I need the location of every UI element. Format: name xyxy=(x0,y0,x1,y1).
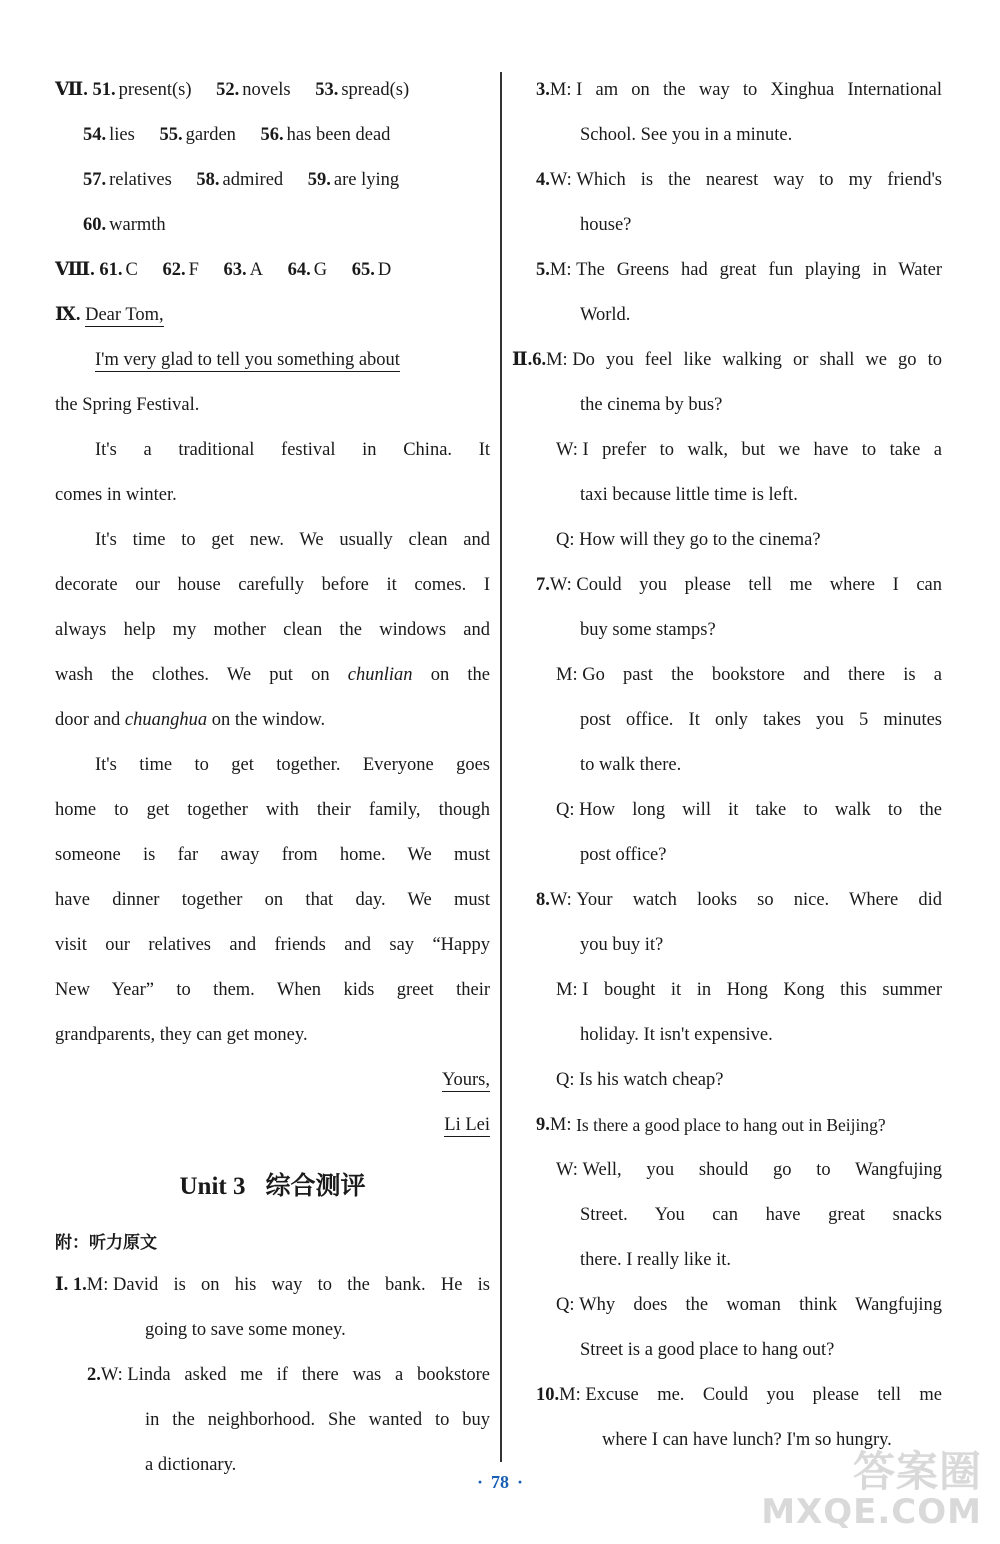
letter-signature-line xyxy=(55,1103,490,1148)
letter-closing: Yours, xyxy=(442,1070,490,1090)
listening-line: where I can have lunch? I'm so hungry. xyxy=(602,1430,892,1450)
listening-line: buy some stamps? xyxy=(580,620,716,640)
listening-reply: M: Go past the bookstore and there is a xyxy=(556,665,942,685)
appendix-heading: 附：听力原文 xyxy=(55,1233,157,1253)
letter-line: door and chuanghua on the window. xyxy=(55,710,326,730)
listening-line: house? xyxy=(580,215,632,235)
listening-line: School. See you in a minute. xyxy=(580,125,793,145)
section-ix-label: Ⅸ. xyxy=(55,305,81,325)
listening-reply: M: I bought it in Hong Kong this summer xyxy=(556,980,942,1000)
letter-line: It's a traditional festival in China. It xyxy=(95,440,490,460)
answer-54: 54. lies xyxy=(83,125,135,145)
listening-line: the cinema by bus? xyxy=(580,395,723,415)
listening-item-6: Ⅱ.6.M: Do you feel like walking or shall we go to xyxy=(512,350,942,370)
letter-line: grandparents, they can get money. xyxy=(55,1025,308,1045)
listening-reply: W: I prefer to walk, but we have to take a xyxy=(556,440,942,460)
listening-item-10: 10.M: Excuse me. Could you please tell me xyxy=(536,1385,942,1405)
column-divider xyxy=(500,72,502,1462)
letter-line: someone is far away from home. We must xyxy=(55,845,490,865)
answer-56: 56. has been dead xyxy=(260,125,391,145)
letter-line: decorate our house carefully before it comes. I xyxy=(55,575,490,595)
letter-line: visit our relatives and friends and say “Happy xyxy=(55,935,490,955)
answer-52: 52. novels xyxy=(216,80,291,100)
answer-58: 58. admired xyxy=(196,170,284,190)
answer-63: 63. A xyxy=(223,260,264,280)
answer-60: 60. warmth xyxy=(83,215,166,235)
answer-55: 55. garden xyxy=(159,125,236,145)
letter-line: comes in winter. xyxy=(55,485,177,505)
letter-opening: I'm very glad to tell you something about xyxy=(95,350,400,370)
answer-57: 57. relatives xyxy=(83,170,172,190)
listening-question: Q: How long will it take to walk to the xyxy=(556,800,942,820)
answer-61: 61. C xyxy=(99,260,138,280)
listening-line: post office. It only takes you 5 minutes xyxy=(580,710,942,730)
page-number: · 78 · xyxy=(476,1472,524,1492)
letter-closing-line xyxy=(55,1058,490,1103)
letter-line: home to get together with their family, though xyxy=(55,800,490,820)
listening-line: Street. You can have great snacks xyxy=(580,1205,942,1225)
section-vii-line-2 xyxy=(55,113,490,158)
listening-line: holiday. It isn't expensive. xyxy=(580,1025,773,1045)
listening-reply: W: Well, you should go to Wangfujing xyxy=(556,1160,942,1180)
listening-item-5: 5.M: The Greens had great fun playing in Water xyxy=(536,260,942,280)
section-vii-line-1 xyxy=(55,68,490,113)
letter-salutation: Dear Tom, xyxy=(85,305,164,325)
listening-item-2: 2.W: Linda asked me if there was a bookstore xyxy=(87,1365,490,1385)
section-viii-line xyxy=(55,248,490,293)
listening-line: in the neighborhood. She wanted to buy xyxy=(145,1410,490,1430)
listening-line: there. I really like it. xyxy=(580,1250,732,1270)
letter-line: the Spring Festival. xyxy=(55,395,200,415)
listening-line: World. xyxy=(580,305,631,325)
letter-line: New Year” to them. When kids greet their xyxy=(55,980,490,1000)
listening-question: Q: Why does the woman think Wangfujing xyxy=(556,1295,942,1315)
listening-question: Q: Is his watch cheap? xyxy=(556,1070,724,1090)
listening-line: going to save some money. xyxy=(145,1320,346,1340)
letter-salutation-line xyxy=(55,293,490,338)
letter-line xyxy=(55,338,490,383)
answer-51: 51. present(s) xyxy=(92,80,192,100)
listening-line: to walk there. xyxy=(580,755,682,775)
listening-line: you buy it? xyxy=(580,935,664,955)
section-vii-line-4 xyxy=(55,203,490,248)
section-vii-line-3 xyxy=(55,158,490,203)
letter-line: It's time to get together. Everyone goes xyxy=(95,755,490,775)
listening-item-3: 3.M: I am on the way to Xinghua International xyxy=(536,80,942,100)
listening-item-9: 9.M: Is there a good place to hang out in Beijing? xyxy=(536,1115,886,1135)
listening-question: Q: How will they go to the cinema? xyxy=(556,530,821,550)
listening-item-4: 4.W: Which is the nearest way to my friend's xyxy=(536,170,942,190)
letter-line: have dinner together on that day. We must xyxy=(55,890,490,910)
answer-53: 53. spread(s) xyxy=(315,80,410,100)
left-column xyxy=(55,68,490,1488)
section-viii-label: Ⅷ. xyxy=(55,260,95,280)
answer-65: 65. D xyxy=(351,260,392,280)
right-column xyxy=(512,68,942,1463)
letter-line: wash the clothes. We put on chunlian on the xyxy=(55,665,490,685)
listening-line: post office? xyxy=(580,845,667,865)
letter-line: always help my mother clean the windows and xyxy=(55,620,490,640)
answer-62: 62. F xyxy=(162,260,199,280)
listening-item-8: 8.W: Your watch looks so nice. Where did xyxy=(536,890,942,910)
letter-signature: Li Lei xyxy=(444,1115,490,1135)
letter-line: It's time to get new. We usually clean and xyxy=(95,530,490,550)
answer-59: 59. are lying xyxy=(307,170,400,190)
listening-line: taxi because little time is left. xyxy=(580,485,798,505)
watermark-logo: 答案圈 MXQE.COM xyxy=(761,1447,982,1532)
section-vii-label: Ⅶ. xyxy=(55,80,88,100)
listening-line: a dictionary. xyxy=(145,1455,237,1475)
listening-line: Street is a good place to hang out? xyxy=(580,1340,835,1360)
unit-title: Unit 3 综合测评 xyxy=(179,1171,366,1200)
listening-item-7: 7.W: Could you please tell me where I can xyxy=(536,575,942,595)
listening-item-1: Ⅰ. 1.M: David is on his way to the bank. He is xyxy=(55,1275,490,1295)
answer-64: 64. G xyxy=(287,260,328,280)
